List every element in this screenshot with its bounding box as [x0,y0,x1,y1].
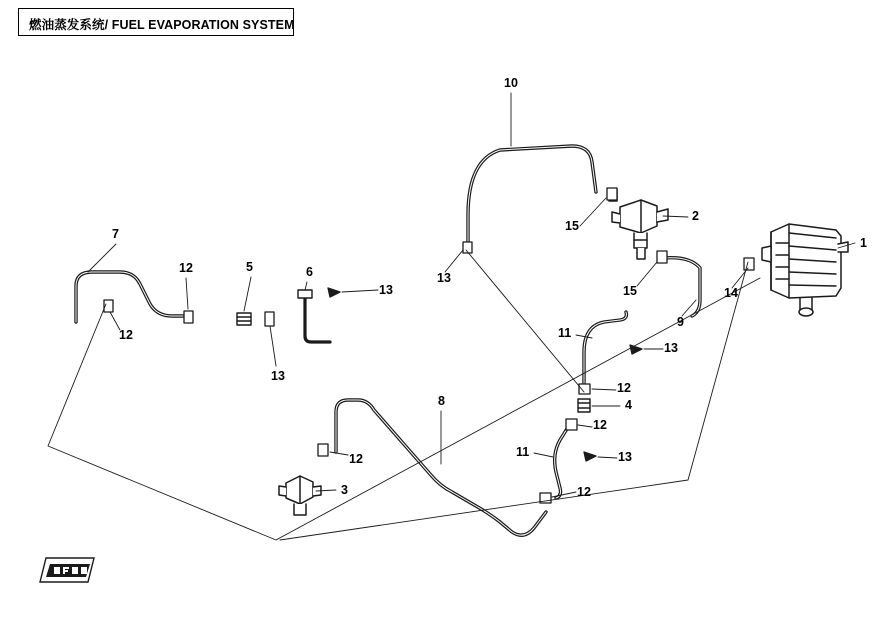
callout-4: 4 [625,398,632,412]
callout-11-upper: 11 [558,326,572,340]
hose-9 [664,258,700,316]
callout-2: 2 [692,209,699,223]
callout-7: 7 [112,227,119,241]
callout-15-a: 15 [565,219,579,233]
page-title: 燃油蒸发系统/ FUEL EVAPORATION SYSTEM [29,18,295,32]
hose-9-inner [664,258,700,316]
callout-5: 5 [246,260,253,274]
cfmoto-logo [38,552,96,584]
callout-12-b: 12 [119,328,133,342]
clamp-12-group [104,188,754,503]
part-canister [762,224,848,316]
part-purge-valve [609,189,668,259]
callout-1: 1 [860,236,867,250]
callout-13-e: 13 [618,450,632,464]
hose-11-upper [584,312,626,389]
callout-12-e: 12 [593,418,607,432]
callout-12-c: 12 [349,452,363,466]
arrow-pointers [328,288,642,461]
part-t-pipe [298,290,330,342]
callout-8: 8 [438,394,445,408]
callout-11-lower: 11 [516,445,530,459]
callout-13-c: 13 [437,271,451,285]
part-connector-5 [237,313,251,325]
callout-13-a: 13 [379,283,393,297]
callout-12-d: 12 [617,381,631,395]
reference-polylines [48,250,760,540]
callout-12-a: 12 [179,261,193,275]
callout-6: 6 [306,265,313,279]
callout-15-b: 15 [623,284,637,298]
hose-11-lower [555,424,570,498]
callout-3: 3 [341,483,348,497]
part-connector-4 [578,399,590,412]
callout-12-f: 12 [577,485,591,499]
hose-7 [76,272,186,322]
callout-10: 10 [504,76,518,90]
callout-13-b: 13 [271,369,285,383]
callout-9: 9 [677,315,684,329]
part-valve-lower-left [279,476,321,515]
leader-lines [88,93,855,497]
callout-14: 14 [724,286,738,300]
callout-13-d: 13 [664,341,678,355]
